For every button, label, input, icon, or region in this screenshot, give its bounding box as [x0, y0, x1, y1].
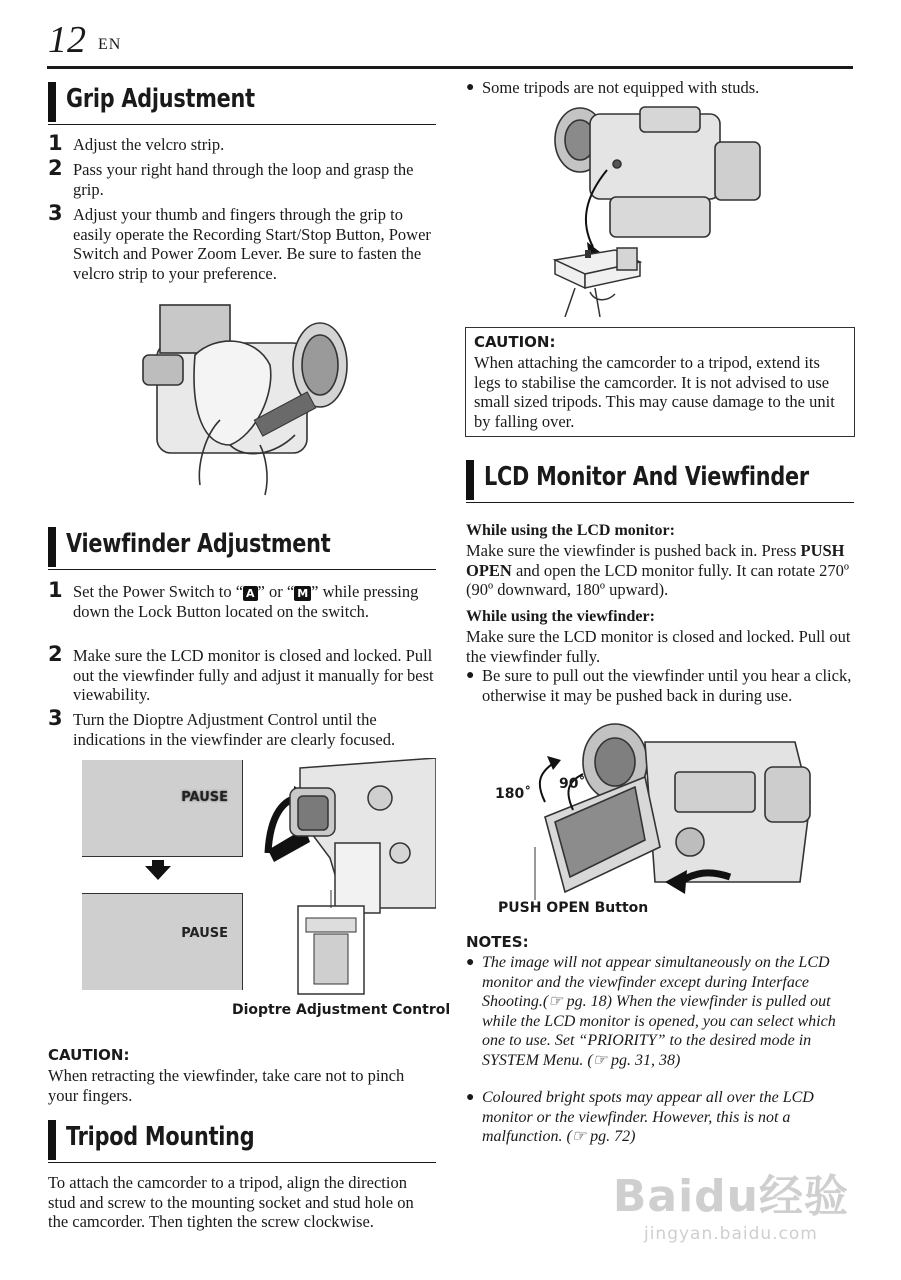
dioptre-label: Dioptre Adjustment Control [232, 1002, 451, 1018]
page-number: 12 [48, 19, 86, 61]
step-number: 1 [48, 131, 63, 155]
lcd-text [466, 541, 854, 600]
tripod-section-heading [48, 1120, 436, 1163]
note-item [466, 953, 856, 1089]
bullet-dot: ● [466, 1090, 475, 1105]
lcd-text-part: and open the LCD monitor fully. It can rotate 270º (90º downward, 180º upward). [466, 560, 850, 599]
step-text [73, 582, 435, 621]
step-number: 2 [48, 642, 63, 666]
bullet-dot: ● [466, 668, 475, 683]
manual-mode-icon: M [294, 586, 311, 601]
note-text: Coloured bright spots may appear all over the LCD monitor or the viewfinder. However, this is not a malfunction. (☞ pg. 72) [482, 1089, 814, 1145]
heading-bar [48, 1120, 56, 1160]
step-number: 3 [48, 201, 63, 225]
viewfinder-text: Make sure the LCD monitor is closed and locked. Pull out the viewfinder fully. [466, 627, 851, 666]
tripod-text: To attach the camcorder to a tripod, align the direction stud and screw to the mounting socket and stud hole on the camcorder. Then tighten the screw clockwise. [48, 1173, 414, 1231]
grip-illustration [135, 295, 350, 505]
caution-right-box [465, 327, 855, 437]
baidu-watermark [613, 1160, 849, 1244]
viewfinder-bullet [466, 666, 856, 726]
page-language: EN [98, 36, 122, 53]
bullet-text: Some tripods are not equipped with studs. [482, 78, 760, 97]
step-number: 3 [48, 706, 63, 730]
step-text: Adjust the velcro strip. [73, 135, 225, 154]
header-rule [47, 66, 853, 69]
caution-left-text: When retracting the viewfinder, take care not to pinch your fingers. [48, 1066, 405, 1105]
viewfinder-blurry-display [82, 760, 243, 857]
heading-bar [48, 527, 56, 567]
note-item [466, 1088, 856, 1148]
down-arrow-stem [152, 860, 164, 868]
viewfinder-sharp-display [82, 893, 243, 990]
grip-section-heading [48, 82, 436, 125]
viewfinder-step-3 [48, 706, 436, 750]
step-text: Adjust your thumb and fingers through the grip to easily operate the Recording Start/Stop Button, Power Switch and Power Zoom Lever. Be sure to fasten the velcro strip to your preference. [73, 205, 431, 283]
tripod-bullet [466, 78, 856, 98]
step-number: 2 [48, 156, 63, 180]
step-number: 1 [48, 578, 63, 602]
step-text-part: ” or “ [257, 582, 295, 601]
step-text-part: Set the Power Switch to “ [73, 582, 244, 601]
grip-step-2 [48, 156, 436, 200]
lcd-text-part: Make sure the viewfinder is pushed back in. Press [466, 541, 801, 560]
viewfinder-subheading: While using the viewfinder: [466, 608, 655, 625]
lcd-subheading: While using the LCD monitor: [466, 522, 675, 539]
push-open-label: PUSH OPEN Button [498, 900, 649, 916]
caution-right-heading: CAUTION: [474, 333, 556, 351]
step-text: Turn the Dioptre Adjustment Control until the indications in the viewfinder are clearly focused. [73, 710, 396, 749]
viewfinder-step-1 [48, 578, 436, 642]
caution-left-heading: CAUTION: [48, 1046, 130, 1064]
pause-indicator-sharp: PAUSE [181, 926, 228, 941]
bullet-dot: ● [466, 955, 475, 970]
grip-step-1 [48, 131, 436, 155]
note-text: The image will not appear simultaneously on the LCD monitor and the viewfinder except during Interface Shooting.(☞ pg. 18) When the viewfinder is pulled out while the LCD monitor is opened, you can select which one to use. Set “PRIORITY” to the desired mode in SYSTEM Menu. (☞ pg. 31, 38) [482, 954, 836, 1069]
viewfinder-camera-illustration [250, 758, 436, 998]
viewfinder-step-2 [48, 642, 436, 706]
viewfinder-title: Viewfinder Adjustment [66, 529, 331, 559]
grip-step-3 [48, 201, 436, 285]
step-text: Make sure the LCD monitor is closed and locked. Pull out the viewfinder fully and adjust it manually for best viewability. [73, 646, 434, 704]
pause-indicator-blurry: PAUSE [181, 790, 228, 805]
step-text: Pass your right hand through the loop and grasp the grip. [73, 160, 414, 199]
tripod-illustration [545, 102, 775, 317]
heading-bar [48, 82, 56, 122]
lcd-section-heading [466, 460, 854, 503]
watermark-url: jingyan.baidu.com [643, 1224, 818, 1244]
notes-heading: NOTES: [466, 933, 529, 951]
angle-180-label: 180˚ [495, 786, 532, 802]
angle-90-label: 90˚ [559, 776, 586, 792]
heading-bar [466, 460, 474, 500]
watermark-logo: Baidu经验 [612, 1171, 849, 1222]
bullet-dot: ● [466, 80, 475, 95]
caution-right-text: When attaching the camcorder to a tripod, extend its legs to stabilise the camcorder. It is not advised to use small sized tripods. This may cause damage to the unit by falling over. [474, 353, 835, 431]
lcd-illustration [495, 722, 825, 900]
push-open-bold: PUSH OPEN [466, 541, 845, 580]
down-arrow-icon [145, 866, 171, 880]
lcd-title: LCD Monitor And Viewfinder [484, 462, 809, 492]
grip-title: Grip Adjustment [66, 84, 255, 114]
auto-mode-icon: A [243, 586, 258, 601]
tripod-title: Tripod Mounting [66, 1122, 255, 1152]
bullet-text: Be sure to pull out the viewfinder until you hear a click, otherwise it may be pushed back in during use. [482, 666, 852, 705]
viewfinder-section-heading [48, 527, 436, 570]
step-text-part: ” while pressing down the Lock Button located on the switch. [73, 582, 419, 621]
